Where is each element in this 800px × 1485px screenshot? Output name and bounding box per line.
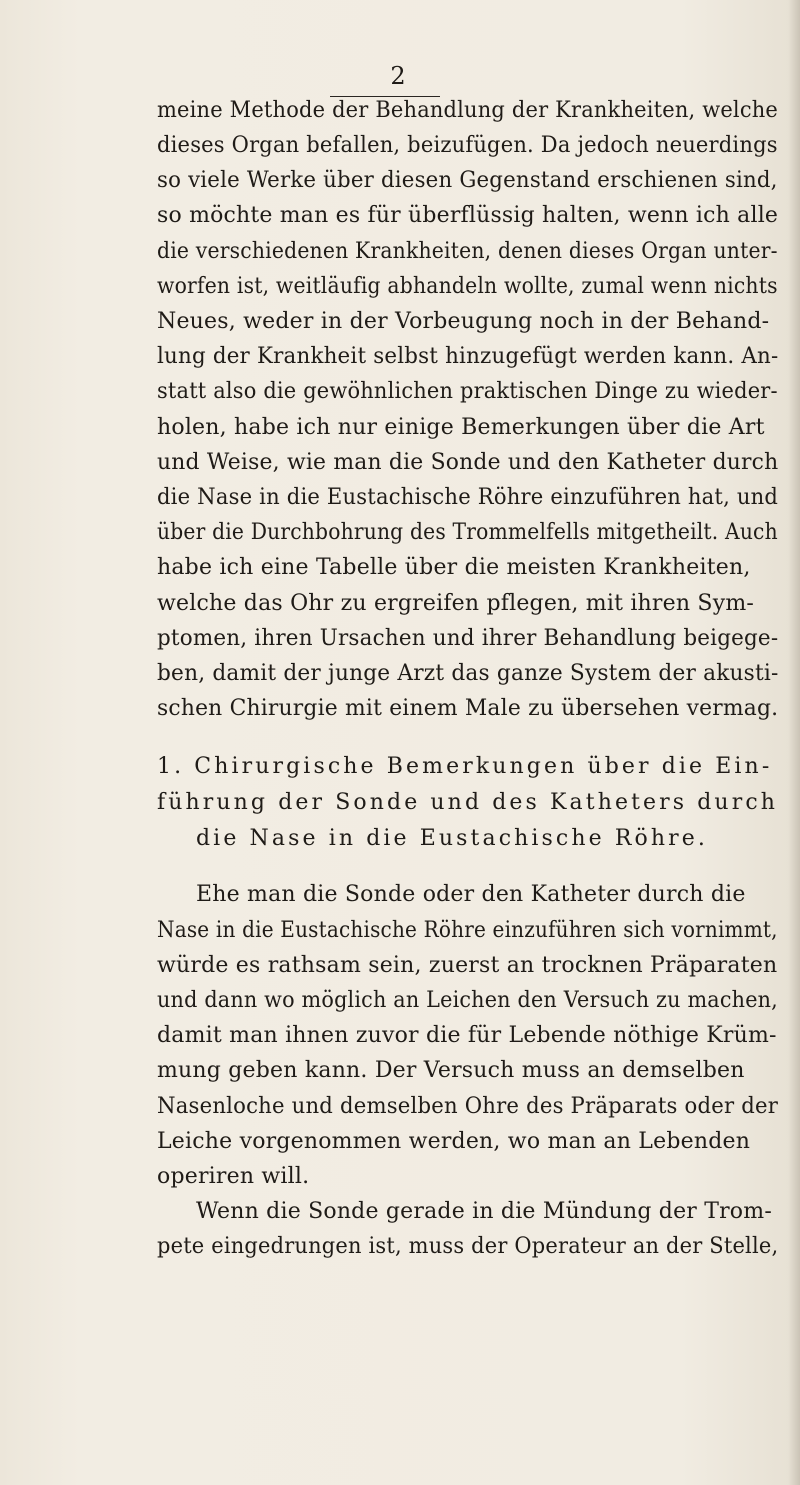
text-line: mung geben kann. Der Versuch muss an demselben (157, 1058, 745, 1083)
text-line: lung der Krankheit selbst hinzugefügt werden kann. An- (157, 344, 779, 369)
page-number-rule (330, 96, 440, 97)
text-line: und dann wo möglich an Leichen den Versuch zu machen, (157, 988, 778, 1013)
text-line: pete eingedrungen ist, muss der Operateur an der Stelle, (157, 1234, 779, 1259)
text-line: Nasenloche und demselben Ohre des Präparats oder der (157, 1094, 779, 1119)
text-line: die verschiedenen Krankheiten, denen dieses Organ unter- (157, 239, 778, 264)
text-line: ben, damit der junge Arzt das ganze System der akusti- (157, 661, 779, 686)
text-line: Leiche vorgenommen werden, wo man an Lebenden (157, 1129, 751, 1154)
text-line: so möchte man es für überflüssig halten, wenn ich alle (157, 203, 779, 228)
text-line: worfen ist, weitläufig abhandeln wollte, zumal wenn nichts (157, 274, 778, 299)
page-edge-shadow (788, 0, 800, 1485)
text-line: Neues, weder in der Vorbeugung noch in der Behand- (157, 309, 770, 334)
text-line: und Weise, wie man die Sonde und den Katheter durch (157, 450, 779, 475)
text-line: welche das Ohr zu ergreifen pflegen, mit ihren Sym- (157, 591, 755, 616)
text-line: Nase in die Eustachische Röhre einzuführen sich vornimmt, (157, 918, 778, 943)
text-line: die Nase in die Eustachische Röhre einzuführen hat, und (157, 485, 779, 510)
text-line: holen, habe ich nur einige Bemerkungen über die Art (157, 415, 765, 440)
text-line: würde es rathsam sein, zuerst an trocknen Präparaten (157, 953, 778, 978)
text-line: Ehe man die Sonde oder den Katheter durch die (196, 882, 746, 907)
text-line: operiren will. (157, 1164, 310, 1189)
text-line: schen Chirurgie mit einem Male zu übersehen vermag. (157, 696, 779, 721)
section-heading-line: führung der Sonde und des Katheters durch (157, 790, 779, 815)
text-line: Wenn die Sonde gerade in die Mündung der Trom- (196, 1199, 772, 1224)
page-number: 2 (390, 62, 406, 90)
text-line: meine Methode der Behandlung der Krankheiten, welche (157, 98, 779, 123)
text-line: ptomen, ihren Ursachen und ihrer Behandlung beigege- (157, 626, 779, 651)
section-heading-line: 1. Chirurgische Bemerkungen über die Ein- (157, 754, 773, 779)
text-line: dieses Organ befallen, beizufügen. Da jedoch neuerdings (157, 133, 778, 158)
section-heading-line: die Nase in die Eustachische Röhre. (196, 826, 708, 851)
text-line: habe ich eine Tabelle über die meisten Krankheiten, (157, 555, 751, 580)
text-line: so viele Werke über diesen Gegenstand erschienen sind, (157, 168, 778, 193)
text-line: über die Durchbohrung des Trommelfells mitgetheilt. Auch (157, 520, 778, 545)
text-line: damit man ihnen zuvor die für Lebende nöthige Krüm- (157, 1023, 777, 1048)
text-line: statt also die gewöhnlichen praktischen Dinge zu wieder- (157, 379, 778, 404)
